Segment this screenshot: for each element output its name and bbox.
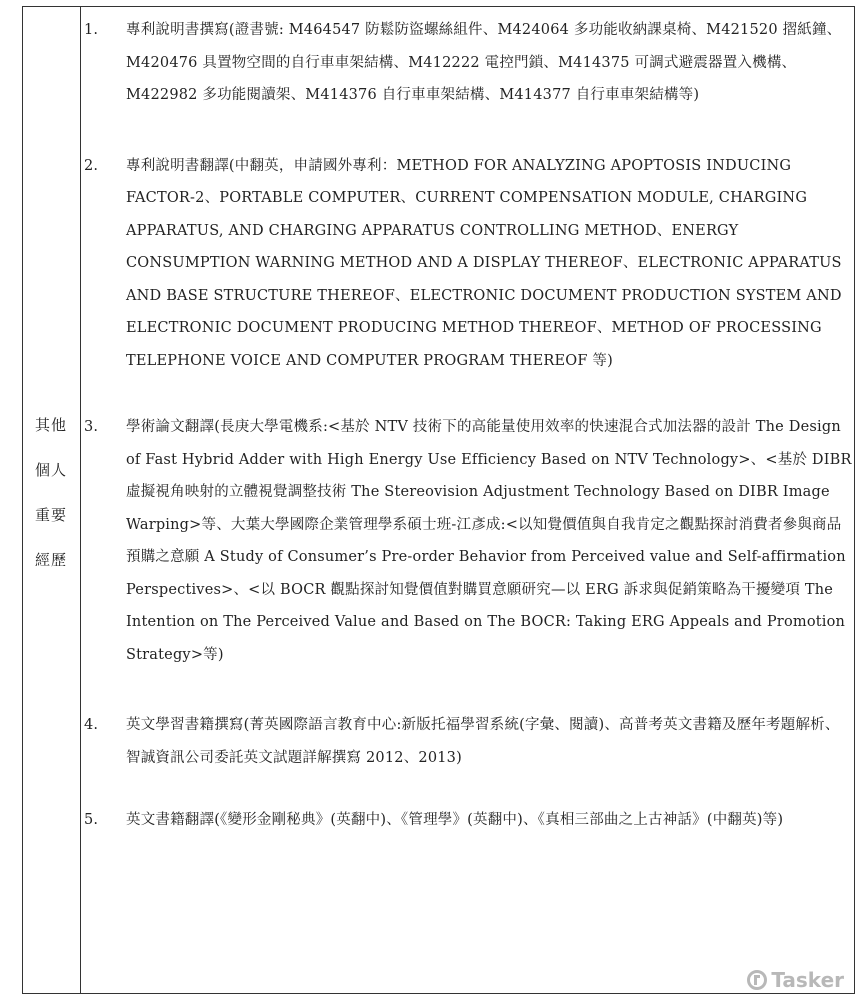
list-item	[84, 411, 852, 671]
item-text: 英文書籍翻譯(《變形金剛秘典》(英翻中)、《管理學》(英翻中)、《真相三部曲之上古神話》(中翻英)等)	[126, 812, 784, 828]
section-label-line: 個人	[34, 461, 67, 479]
list-item	[84, 804, 852, 837]
section-label	[22, 418, 80, 598]
item-number: 3.	[84, 419, 99, 435]
item-number: 2.	[84, 157, 99, 174]
list-item	[84, 14, 852, 112]
list-item	[84, 150, 852, 378]
item-number: 5.	[84, 812, 99, 828]
tasker-logo-icon	[747, 970, 767, 990]
list-item	[84, 709, 852, 774]
section-label-line: 經歷	[34, 551, 67, 569]
item-number: 4.	[84, 717, 99, 733]
section-label-line: 重要	[34, 506, 67, 524]
item-text: 專利說明書撰寫(證書號: M464547 防鬆防盜螺絲組件、M424064 多功能收納課桌椅、M421520 摺紙鐘、M420476 具置物空間的自行車車架結構、M412222 電控門鎖、M414375 可調式避震器置入機構、M422982 多功能閱讀架、M414376 自行車車架結構、M414377 自行車車架結構等)	[126, 22, 842, 103]
experience-list	[84, 14, 852, 837]
watermark-text: Tasker	[771, 968, 844, 992]
watermark	[747, 968, 844, 992]
section-label-line: 其他	[34, 416, 67, 434]
item-text: 專利說明書翻譯(中翻英，申請國外專利：METHOD FOR ANALYZING APOPTOSIS INDUCING FACTOR-2、PORTABLE COMPUTER、CURRENT COMPENSATION MODULE, CHARGING APPARATUS, AND CHARGING APPARATUS CONTROLLING METHOD、ENERGY CONSUMPTION WARNING METHOD AND A DISPLAY THEREOF、ELECTRONIC APPARATUS AND BASE STRUCTURE THEREOF、ELECTRONIC DOCUMENT PRODUCTION SYSTEM AND ELECTRONIC DOCUMENT PRODUCING METHOD THEREOF、METHOD OF PROCESSING TELEPHONE VOICE AND COMPUTER PROGRAM THEREOF 等)	[126, 157, 842, 369]
column-divider	[80, 6, 81, 994]
item-text: 英文學習書籍撰寫(菁英國際語言教育中心:新版托福學習系統(字彙、閱讀)、高普考英文書籍及歷年考題解析、智誠資訊公司委託英文試題詳解撰寫 2012、2013)	[126, 717, 840, 766]
item-number: 1.	[84, 22, 99, 38]
item-text: 學術論文翻譯(長庚大學電機系:<基於 NTV 技術下的高能量使用效率的快速混合式加法器的設計 The Design of Fast Hybrid Adder with High Energy Use Efficiency Based on NTV Technology>、<基於 DIBR 虛擬視角映射的立體視覺調整技術 The Stereovision Adjustment Technology Based on DIBR Image Warping>等、大葉大學國際企業管理學系碩士班-江彥成:<以知覺價值與自我肯定之觀點探討消費者參與商品預購之意願 A Study of Consumer’s Pre-order Behavior from Perceived value and Self-affirmation Perspectives>、<以 BOCR 觀點探討知覺價值對購買意願研究—以 ERG 訴求與促銷策略為干擾變項 The Intention on The Perceived Value and Based on The BOCR: Taking ERG Appeals and Promotion Strategy>等)	[126, 419, 852, 663]
